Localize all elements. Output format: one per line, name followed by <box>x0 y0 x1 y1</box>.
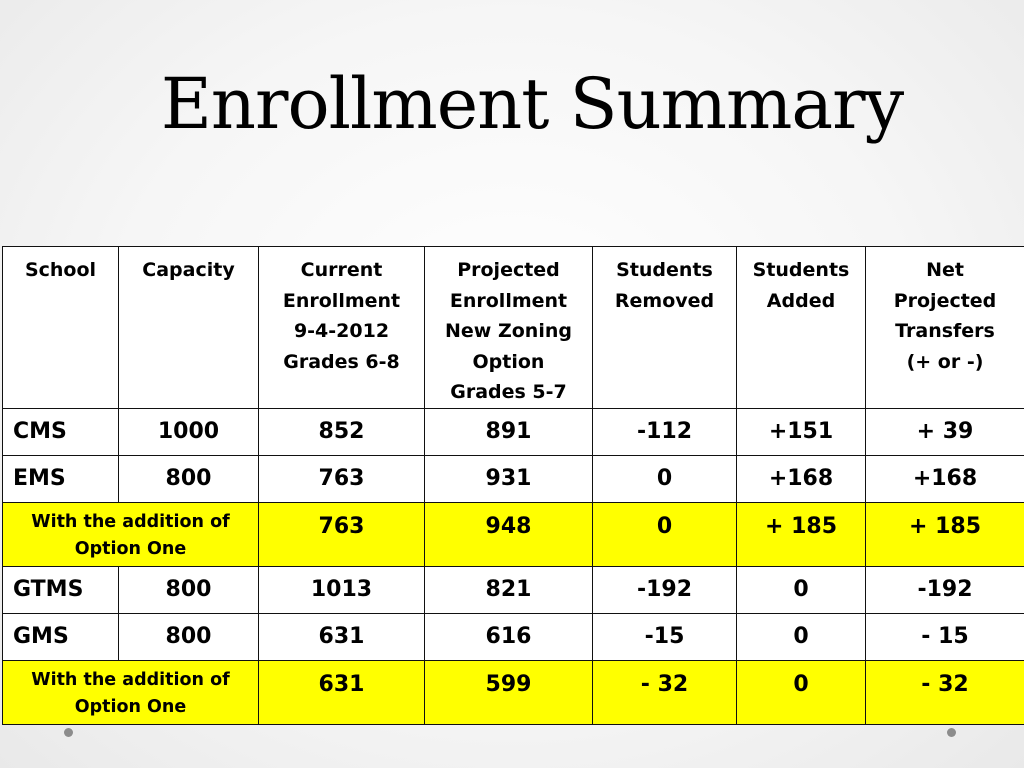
cell-removed: 0 <box>593 455 737 502</box>
header-line: Removed <box>614 289 715 312</box>
header-line: Grades 6-8 <box>283 350 400 373</box>
cell-removed: -192 <box>593 566 737 613</box>
table-row <box>3 408 1024 455</box>
note-line: Option One <box>74 538 187 559</box>
note-line: With the addition of <box>31 669 230 690</box>
cell-projected: 931 <box>425 455 593 502</box>
cell-school: CMS <box>3 408 119 455</box>
cell-capacity: 800 <box>119 566 259 613</box>
cell-removed: -112 <box>593 408 737 455</box>
header-students-removed <box>593 247 737 409</box>
header-line: 9-4-2012 <box>293 320 390 342</box>
cell-current: 1013 <box>259 566 425 613</box>
cell-school: EMS <box>3 455 119 502</box>
cell-current: 631 <box>259 613 425 660</box>
note-line: With the addition of <box>31 511 230 532</box>
cell-removed: 0 <box>593 502 737 566</box>
header-net-transfers <box>866 247 1024 409</box>
cell-added: 0 <box>737 613 866 660</box>
cell-projected: 616 <box>425 613 593 660</box>
cell-net: -192 <box>866 566 1024 613</box>
header-projected-enrollment <box>425 247 593 409</box>
cell-projected: 891 <box>425 408 593 455</box>
header-line: Students <box>752 259 850 281</box>
cell-option-note <box>3 502 259 566</box>
cell-added: 0 <box>737 566 866 613</box>
cell-added: + 185 <box>737 502 866 566</box>
header-line: Enrollment <box>449 289 568 312</box>
cell-removed: -15 <box>593 613 737 660</box>
cell-capacity: 800 <box>119 455 259 502</box>
cell-capacity: 1000 <box>119 408 259 455</box>
header-students-added <box>737 247 866 409</box>
header-current-enrollment <box>259 247 425 409</box>
decorative-dot <box>947 728 956 737</box>
header-line: School <box>24 259 97 281</box>
header-line: (+ or -) <box>906 350 984 373</box>
header-line: Added <box>766 289 836 312</box>
cell-projected: 599 <box>425 660 593 724</box>
cell-removed: - 32 <box>593 660 737 724</box>
cell-added: +151 <box>737 408 866 455</box>
note-line: Option One <box>74 696 187 717</box>
cell-net: +168 <box>866 455 1024 502</box>
cell-school: GMS <box>3 613 119 660</box>
cell-current: 852 <box>259 408 425 455</box>
highlight-row <box>3 660 1024 724</box>
enrollment-table <box>2 246 1024 725</box>
header-line: Enrollment <box>282 289 401 312</box>
header-line: New Zoning <box>445 320 572 342</box>
table-row <box>3 455 1024 502</box>
header-line: Net <box>926 259 964 281</box>
cell-added: +168 <box>737 455 866 502</box>
cell-current: 763 <box>259 455 425 502</box>
header-row <box>3 247 1024 409</box>
cell-added: 0 <box>737 660 866 724</box>
header-line: Capacity <box>142 259 235 281</box>
header-line: Projected <box>893 289 997 312</box>
header-line: Transfers <box>895 320 995 342</box>
header-line: Grades 5-7 <box>450 381 567 403</box>
cell-net: - 32 <box>866 660 1024 724</box>
table-row <box>3 613 1024 660</box>
highlight-row <box>3 502 1024 566</box>
cell-current: 631 <box>259 660 425 724</box>
cell-current: 763 <box>259 502 425 566</box>
header-line: Current <box>300 259 383 281</box>
header-capacity <box>119 247 259 409</box>
cell-capacity: 800 <box>119 613 259 660</box>
slide-title: Enrollment Summary <box>160 63 904 145</box>
cell-net: + 185 <box>866 502 1024 566</box>
cell-net: + 39 <box>866 408 1024 455</box>
cell-net: - 15 <box>866 613 1024 660</box>
cell-school: GTMS <box>3 566 119 613</box>
cell-option-note <box>3 660 259 724</box>
header-line: Projected <box>457 259 560 281</box>
header-line: Option <box>472 350 545 373</box>
decorative-dot <box>64 728 73 737</box>
header-line: Students <box>616 259 713 281</box>
table-row <box>3 566 1024 613</box>
cell-projected: 821 <box>425 566 593 613</box>
cell-projected: 948 <box>425 502 593 566</box>
header-school <box>3 247 119 409</box>
